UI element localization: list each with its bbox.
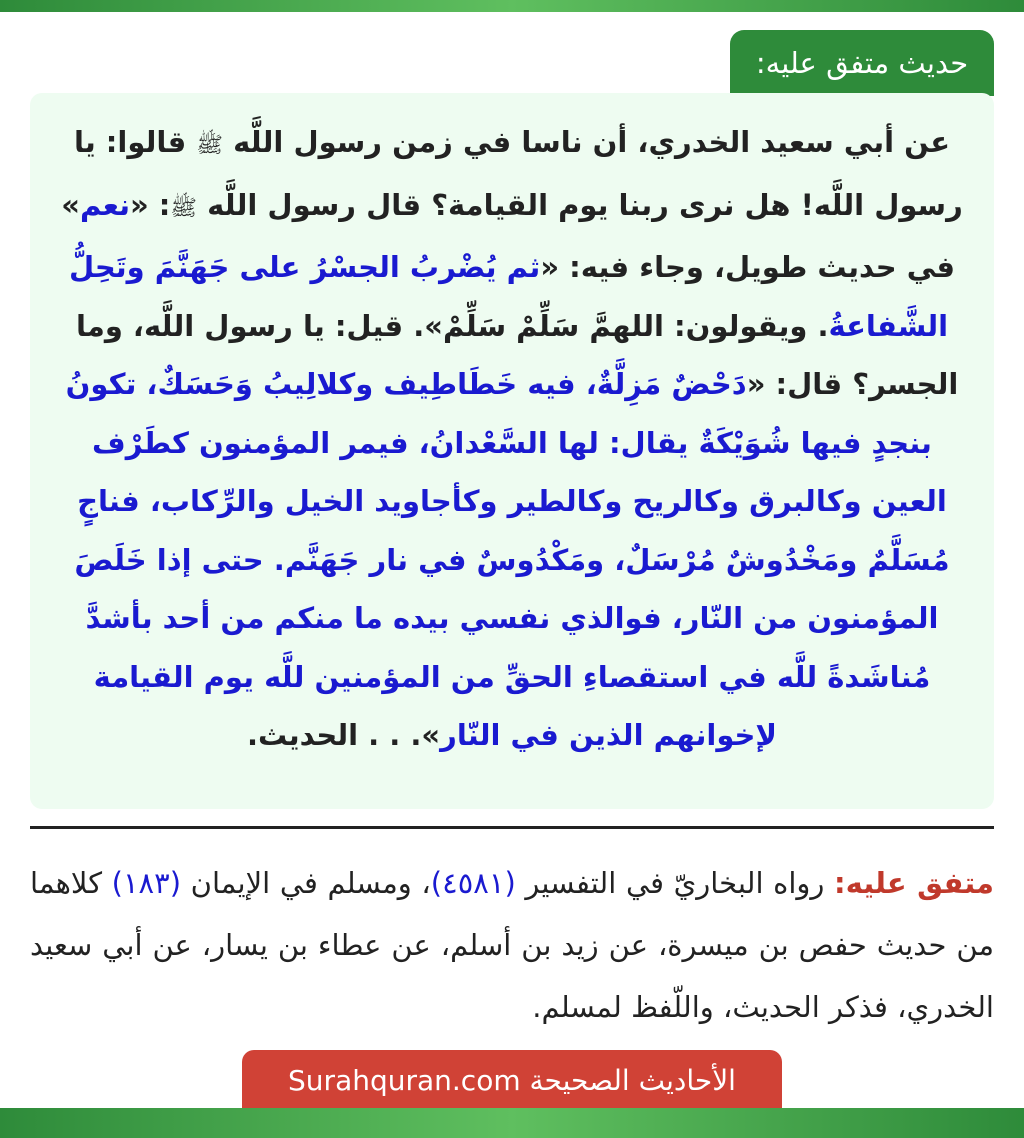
hadith-source	[30, 852, 994, 1038]
source-text: ، ومسلم في الإيمان	[181, 866, 431, 900]
hadith-colon: :	[148, 187, 171, 222]
top-decorative-bar	[0, 0, 1024, 12]
quote-close: »	[61, 187, 80, 222]
hadith-narration: قالوا: يا رسول اللَّه! هل نرى ربنا يوم القيامة؟ قال رسول اللَّه	[73, 125, 963, 222]
hadith-type-badge: حديث متفق عليه:	[730, 30, 994, 96]
source-label: متفق عليه:	[834, 866, 994, 900]
peace-be-upon-him-glyph: ﷺ	[196, 133, 223, 158]
hadith-text	[52, 113, 972, 765]
muslim-number: (١٨٣)	[111, 866, 182, 900]
prophet-quote-2: ثم يُضْربُ الجسْرُ على جَهَنَّمَ وتَحِلُّ الشَّفاعةُ	[68, 250, 949, 343]
source-text: رواه البخاريّ في التفسير	[515, 866, 835, 900]
peace-be-upon-him-glyph: ﷺ	[170, 195, 197, 221]
section-divider	[30, 826, 994, 829]
source-text: كلاهما من حديث حفص بن ميسرة، عن زيد بن أسلم، عن عطاء بن يسار، عن أبي سعيد الخدري، فذكر الحديث، واللّفظ لمسلم.	[30, 866, 994, 1024]
hadith-narration: في حديث طويل، وجاء فيه: «	[540, 250, 956, 284]
hadith-ending: ». . . الحديث.	[247, 718, 441, 752]
site-footer-badge: الأحاديث الصحيحة Surahquran.com	[242, 1050, 782, 1112]
prophet-quote-1: نعم	[79, 187, 130, 222]
quote-open: «	[129, 187, 149, 222]
bukhari-number: (٤٥٨١)	[430, 866, 516, 900]
hadith-text-box	[30, 93, 994, 809]
prophet-quote-3: دَحْضٌ مَزِلَّةٌ، فيه خَطَاطِيف وكلالِيبُ وَحَسَكٌ، تكونُ بنجدٍ فيها شُوَيْكَةٌ يقال: لها السَّعْدانُ، فيمر المؤمنون كطَرْف العين وكالبرق وكالريح وكالطير وكأجاويد الخيل والرِّكاب، فناجٍ مُسَلَّمٌ ومَخْدُوشٌ مُرْسَلٌ، ومَكْدُوسٌ في نار جَهَنَّم. حتى إذا خَلَصَ المؤمنون من النّار، فوالذي نفسي بيده ما منكم من أحد بأشدَّ مُناشَدةً للَّه في استقصاءِ الحقِّ من المؤمنين للَّه يوم القيامة لإخوانهم الذين في النّار	[65, 367, 950, 752]
bottom-decorative-bar	[0, 1108, 1024, 1138]
hadith-narration: . ويقولون: اللهمَّ سَلِّمْ سَلِّمْ». قيل: يا رسول اللَّه، وما الجسر؟ قال: «	[75, 308, 959, 401]
hadith-intro: عن أبي سعيد الخدري، أن ناسا في زمن رسول اللَّه	[233, 125, 951, 159]
